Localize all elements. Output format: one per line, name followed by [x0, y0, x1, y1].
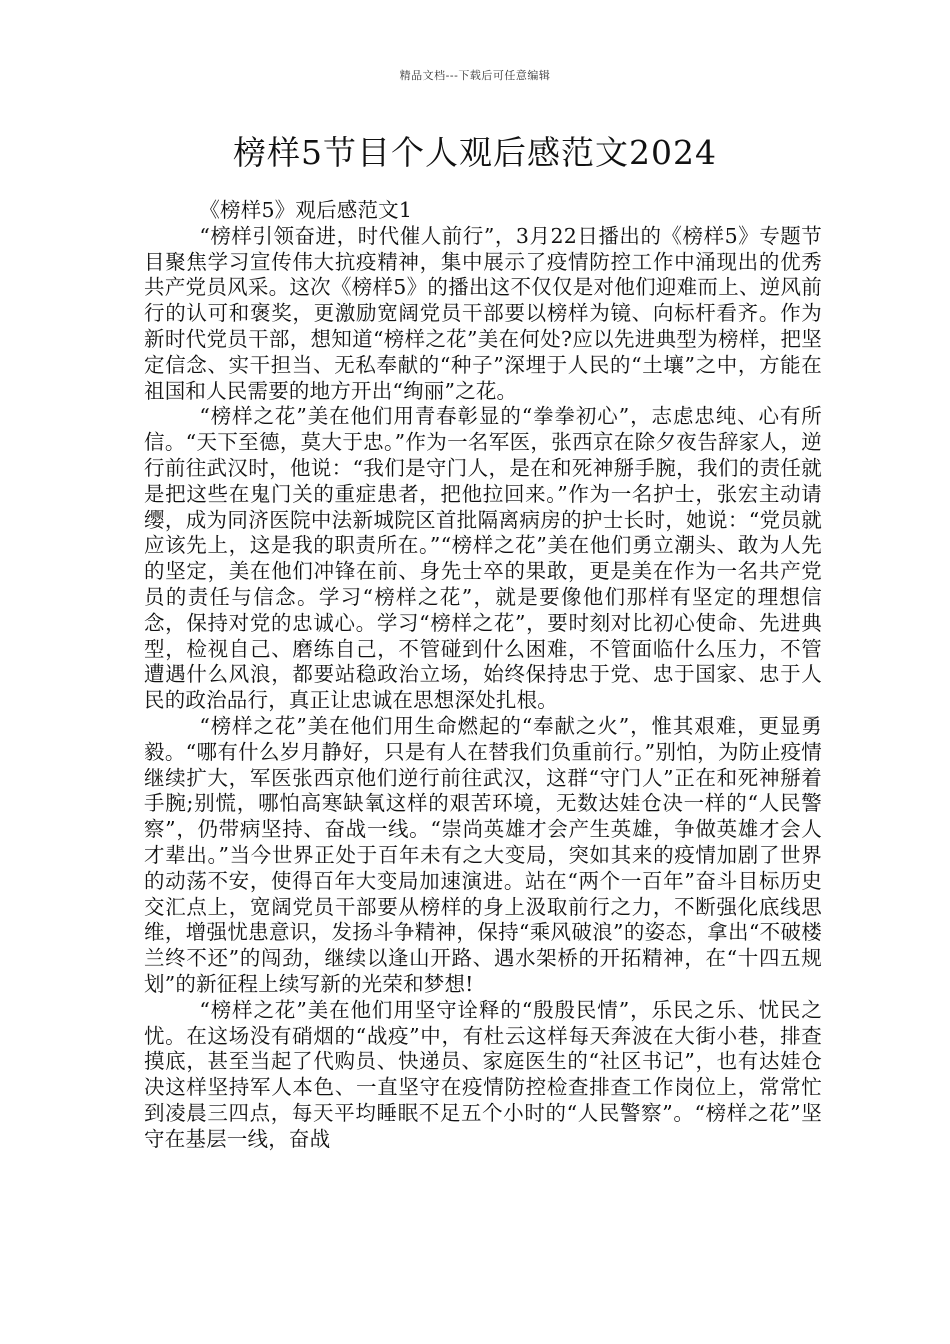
paragraph: “榜样引领奋进，时代催人前行”，3月22日播出的《榜样5》专题节目聚焦学习宣传伟大抗疫精神，集中展示了疫情防控工作中涌现出的优秀共产党员风采。这次《榜样5》的播出这不仅仅是对他们迎难而上、逆风前行的认可和褒奖，更激励宽阔党员干部要以榜样为镜、向标杆看齐。作为新时代党员干部，想知道“榜样之花”美在何处?应以先进典型为榜样，把坚定信念、实干担当、无私奉献的“种子”深埋于人民的“土壤”之中，方能在祖国和人民需要的地方开出“绚丽”之花。: [144, 223, 822, 403]
section-heading: 《榜样5》观后感范文1: [199, 198, 413, 222]
paragraph: “榜样之花”美在他们用坚守诠释的“殷殷民情”，乐民之乐、忧民之忧。在这场没有硝烟的“战疫”中，有杜云这样每天奔波在大街小巷，排查摸底，甚至当起了代购员、快递员、家庭医生的“社区书记”，也有达娃仓决这样坚持军人本色、一直坚守在疫情防控检查排查工作岗位上，常常忙到凌晨三四点，每天平均睡眠不足五个小时的“人民警察”。“榜样之花”坚守在基层一线，奋战: [144, 997, 822, 1151]
header-note: 精品文档---下载后可任意编辑: [399, 69, 551, 82]
document-body: [144, 198, 822, 1152]
paragraph: “榜样之花”美在他们用青春彰显的“拳拳初心”，志虑忠纯、心有所信。“天下至德，莫大于忠。”作为一名军医，张西京在除夕夜告辞家人，逆行前往武汉时，他说：“我们是守门人，是在和死神掰手腕，我们的责任就是把这些在鬼门关的重症患者，把他拉回来。”作为一名护士，张宏主动请缨，成为同济医院中法新城院区首批隔离病房的护士长时，她说：“党员就应该先上，这是我的职责所在。”“榜样之花”美在他们勇立潮头、敢为人先的坚定，美在他们冲锋在前、身先士卒的果敢，更是美在作为一名共产党员的责任与信念。学习“榜样之花”，就是要像他们那样有坚定的理想信念，保持对党的忠诚心。学习“榜样之花”，要时刻对比初心使命、先进典型，检视自己、磨练自己，不管碰到什么困难，不管面临什么压力，不管遭遇什么风浪，都要站稳政治立场，始终保持忠于党、忠于国家、忠于人民的政治品行，真正让忠诚在思想深处扎根。: [144, 404, 822, 713]
document-title: 榜样5节目个人观后感范文2024: [233, 133, 717, 172]
paragraph: “榜样之花”美在他们用生命燃起的“奉献之火”，惟其艰难，更显勇毅。“哪有什么岁月静好，只是有人在替我们负重前行。”别怕，为防止疫情继续扩大，军医张西京他们逆行前往武汉，这群“守门人”正在和死神掰着手腕;别慌，哪怕高寒缺氧这样的艰苦环境，无数达娃仓决一样的“人民警察”，仍带病坚持、奋战一线。“崇尚英雄才会产生英雄，争做英雄才会人才辈出。”当今世界正处于百年未有之大变局，突如其来的疫情加剧了世界的动荡不安，使得百年大变局加速演进。站在“两个一百年”奋斗目标历史交汇点上，宽阔党员干部要从榜样的身上汲取前行之力，不断强化底线思维，增强忧患意识，发扬斗争精神，保持“乘风破浪”的姿态，拿出“不破楼兰终不还”的闯劲，继续以逢山开路、遇水架桥的开拓精神，在“十四五规划”的新征程上续写新的光荣和梦想!: [144, 713, 822, 996]
